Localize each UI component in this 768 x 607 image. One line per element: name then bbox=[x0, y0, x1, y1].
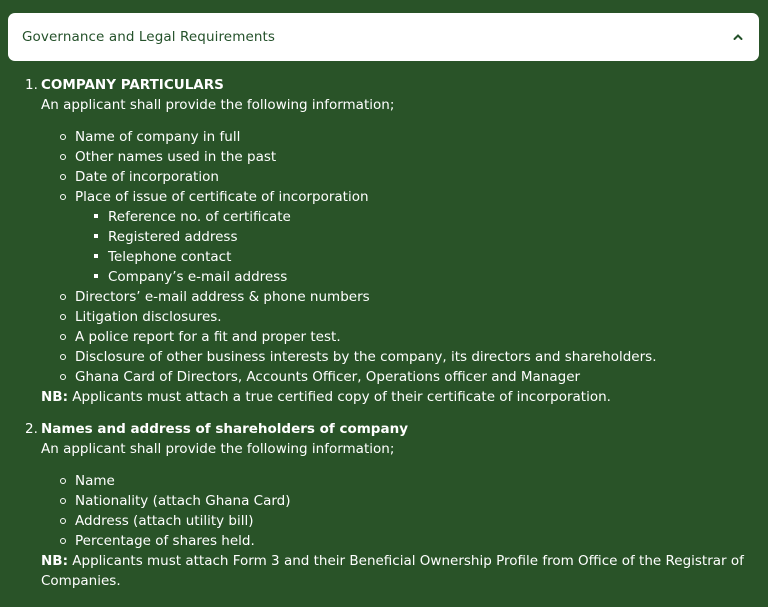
list-bullet bbox=[60, 314, 66, 320]
sublist-bullet bbox=[94, 274, 98, 278]
sublist-item: Reference no. of certificate bbox=[108, 209, 291, 225]
list-item: Address (attach utility bill) bbox=[75, 513, 254, 529]
section-heading: Names and address of shareholders of company bbox=[41, 421, 408, 437]
list-bullet bbox=[60, 134, 66, 140]
list-bullet bbox=[60, 478, 66, 484]
accordion-header[interactable] bbox=[8, 13, 759, 61]
list-bullet bbox=[60, 154, 66, 160]
section-number: 2. bbox=[25, 421, 38, 437]
list-item: Litigation disclosures. bbox=[75, 309, 222, 325]
sublist-bullet bbox=[94, 234, 98, 238]
list-bullet bbox=[60, 334, 66, 340]
list-item: Name bbox=[75, 473, 115, 489]
list-item: Place of issue of certificate of incorporation bbox=[75, 189, 369, 205]
list-item: Directors’ e-mail address & phone numbers bbox=[75, 289, 370, 305]
sublist-item: Company’s e-mail address bbox=[108, 269, 288, 285]
nb-label: NB: bbox=[41, 389, 68, 405]
list-bullet bbox=[60, 538, 66, 544]
section-intro: An applicant shall provide the following information; bbox=[41, 441, 395, 457]
list-bullet bbox=[60, 294, 66, 300]
nb-note bbox=[41, 553, 744, 569]
list-bullet bbox=[60, 498, 66, 504]
accordion-title: Governance and Legal Requirements bbox=[22, 29, 276, 45]
list-item: A police report for a fit and proper test. bbox=[75, 329, 341, 345]
list-bullet bbox=[60, 194, 66, 200]
list-bullet bbox=[60, 374, 66, 380]
sublist-item: Telephone contact bbox=[108, 249, 232, 265]
sublist-bullet bbox=[94, 214, 98, 218]
list-bullet bbox=[60, 174, 66, 180]
list-item: Date of incorporation bbox=[75, 169, 219, 185]
list-bullet bbox=[60, 518, 66, 524]
sublist-bullet bbox=[94, 254, 98, 258]
nb-text-continued: Companies. bbox=[41, 573, 121, 589]
sublist-item: Registered address bbox=[108, 229, 238, 245]
list-item: Ghana Card of Directors, Accounts Officer, Operations officer and Manager bbox=[75, 369, 581, 385]
section-number: 1. bbox=[25, 77, 38, 93]
list-bullet bbox=[60, 354, 66, 360]
nb-text: Applicants must attach a true certified copy of their certificate of incorporation. bbox=[68, 389, 611, 405]
list-item: Disclosure of other business interests by the company, its directors and shareholders. bbox=[75, 349, 657, 365]
nb-label: NB: bbox=[41, 553, 68, 569]
list-item: Name of company in full bbox=[75, 129, 241, 145]
list-item: Percentage of shares held. bbox=[75, 533, 255, 549]
chevron-up-icon[interactable] bbox=[731, 30, 745, 44]
list-item: Nationality (attach Ghana Card) bbox=[75, 493, 291, 509]
nb-note bbox=[41, 389, 611, 405]
section-heading: COMPANY PARTICULARS bbox=[41, 77, 224, 93]
nb-text: Applicants must attach Form 3 and their Beneficial Ownership Profile from Office of the Registrar of bbox=[68, 553, 744, 569]
section-intro: An applicant shall provide the following information; bbox=[41, 97, 395, 113]
list-item: Other names used in the past bbox=[75, 149, 277, 165]
